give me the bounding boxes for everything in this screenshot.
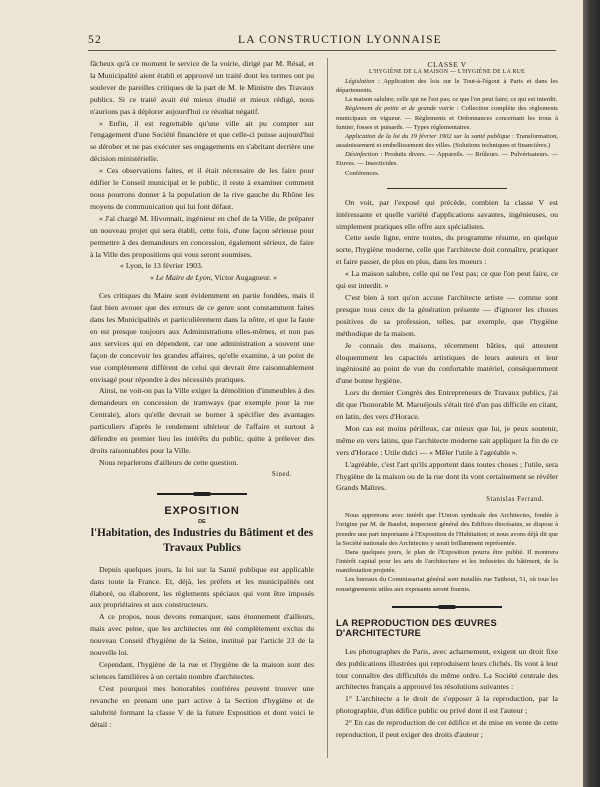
paragraph: Ces critiques du Maire sont évidemment en partie fondées, mais il faut bien avouer que des erreurs de ce genre sont constamment faites dans les Municipalités et particulièrement dans la nôtre, et que la faute en est presque toujours aux Administrations elles-mêmes, et non pas aux services qui en dépendent, car une administration a souvent une façon de concevoir les grandes affaires, qu'elle examine, à un point de vue complètement différent de celui qui devrait être raisonnablement envisagé pour répondre à des nécessités pratiques.: [90, 291, 314, 384]
repro-title: LA REPRODUCTION DES ŒUVRES D'ARCHITECTURE: [336, 617, 497, 638]
section-rule: [387, 188, 507, 189]
paragraph: « Ces observations faites, et il était nécessaire de les faire pour édifier le Conseil municipal et le public, il reste à examiner comment nous pourrons donner à la population de la rive gauche du Rhône les moyens de communication qui lui font défaut.: [90, 166, 314, 211]
class-subtitle: L'HYGIÈNE DE LA MAISON — L'HYGIÈNE DE LA RUE: [368, 69, 525, 75]
class-title: CLASSE V: [427, 60, 467, 69]
paragraph: « Enfin, il est regrettable qu'une ville ait pu compter sur l'engagement d'une Société financière et que celle-ci puisse aujourd'hui se dérober et ne pas exécuter ses engagements en s'abritant derrière une décision ministérielle.: [90, 118, 314, 164]
section-divider: [157, 493, 247, 495]
letter-dateline: « Lyon, le 13 février 1903.: [120, 261, 203, 271]
left-column: [90, 58, 314, 730]
paragraph: Mon cas est moins périlleux, car mieux que lui, je peux soutenir, même en vers latins, que l'architecte moderne sait appliquer la fin de ce vers d'Horace : Utile dulci — « Mêler l'utile à l'agréable ».: [336, 423, 558, 457]
section-divider: [392, 606, 502, 608]
paragraph: Lors du dernier Congrès des Entrepreneurs de Travaux publics, j'ai dit que l'honorable M. Maruéjouls s'était tiré d'un pas difficile en citant, en latin, des vers d'Horace.: [336, 388, 558, 422]
paragraph: Nous reparlerons d'ailleurs de cette question.: [99, 457, 239, 467]
class-item: Législation : Application des lois sur le Tout-à-l'égout à Paris et dans les départements.: [336, 78, 558, 95]
book-edge: [583, 0, 600, 787]
news-paragraph: Dans quelques jours, le plan de l'Exposition pourra être publié. Il montrera l'intérêt capital pour les arts de l'architecture et les industries du bâtiment, de la manifestation projetée.: [336, 548, 558, 575]
paragraph: Cependant, l'hygiène de la rue et l'hygiène de la maison sont des sciences familières à un certain nombre d'architectes.: [90, 659, 314, 681]
paragraph: C'est pourquoi mes honorables confrères peuvent trouver une revanche en prenant une part active à la Section d'hygiène et de salubrité formant la classe V de la future Exposition et dont voici le détail :: [90, 683, 314, 729]
paragraph: A ce propos, nous devons remarquer, sans étonnement d'ailleurs, mais avec peine, que les architectes ont été complètement exclus du nouveau Conseil d'hygiène de la Seine, institué par l'article 23 de la nouvelle loi.: [90, 612, 314, 658]
paragraph: 2° En cas de reproduction de cet édifice et de mise en vente de cette reproduction, il peut exiger des droits d'auteur ;: [336, 718, 558, 740]
right-column: [336, 58, 558, 741]
journal-title: LA CONSTRUCTION LYONNAISE: [238, 34, 442, 46]
paragraph: C'est bien à tort qu'on accuse l'architecte artiste — comme sont presque tous ceux de la génération présente — d'ignorer les choses positives de sa profession, telles, par exemple, que l'hygiène méthodique de la maison.: [336, 292, 558, 338]
paragraph: Ainsi, ne voit-on pas la Ville exiger la démolition d'immeubles à des demandeurs en concession de tramways (par exemple pour la rue Centrale), alors qu'elle devrait se borner à spécifier des avantages particuliers d'après le rendement ultérieur de l'affaire et surtout à défendre en premier lieu les intérêts du public, quitte à prélever des droits raisonnables pour la Ville.: [90, 386, 314, 455]
paragraph: Les photographes de Paris, avec acharnement, exigent un droit fixe des publications illustrées qui reproduisent leurs clichés. Ils vont à leur tour connaître des difficultés du même ordre. La Société centrale des architectes français a approuvé les résolutions suivantes :: [336, 646, 558, 692]
paragraph: fâcheux qu'à ce moment le service de la voirie, dirigé par M. Résal, et la Municipalité aient établi et approuvé un traité dont les termes ont pu soulever de pareilles critiques de la part de M. le Ministre des Travaux publics. Si ce traité avait été mieux étudié et mieux rédigé, nous n'aurions pas à déplorer aujourd'hui ce résultat négatif.: [90, 59, 314, 116]
paragraph: Depuis quelques jours, la loi sur la Santé publique est applicable dans toute la France. Et, déjà, les préfets et les municipalités ont élaboré, ou élaborent, les règlements spéciaux qui vont être imposés aux propriétaires et aux constructeurs.: [90, 564, 314, 610]
paragraph: « J'ai chargé M. Hivonnait, ingénieur en chef de la Ville, de préparer un nouveau projet qui sera établi, cette fois, d'une façon sérieuse pour permettre à des demandeurs en concession, également sérieux, de faire à la Ville des propositions qui vous seront soumises.: [90, 213, 314, 259]
expo-title: EXPOSITION: [164, 504, 240, 517]
letter-signature: « Le Maire de Lyon, Victor Augagneur. »: [150, 273, 277, 283]
news-paragraph: Nous apprenons avec intérêt que l'Union syndicale des Architectes, fondée à l'origine par M. de Baudot, inspecteur général des Edifices diocésains, se dispose à prendre une part importante à l'Exposition de l'Habitation; et nous avons déjà dit que la Société nationale des Architectes y serait brillamment représentée.: [336, 512, 558, 547]
paragraph: « La maison salubre, celle qui ne l'est pas; ce que l'on peut faire, ce qui est interdit. »: [336, 269, 558, 291]
header-rule: [88, 50, 556, 51]
paragraph: Cette seule ligne, entre toutes, du programme résume, en quelque sorte, l'hygiène moderne, celle que l'architecte doit connaître, pratiquer et faire passer, de plus en plus, dans les moeurs :: [336, 233, 558, 267]
class-item: Application de la loi du 19 février 1902 sur la santé publique : Transformation, assainissement et embellissement des villes. (Solutions techniques et financières.): [336, 132, 558, 150]
paragraph: 1° L'architecte a le droit de s'opposer à la reproduction, par la photographie, d'un édifice public ou privé dont il est l'auteur ;: [336, 694, 558, 716]
author-signature: Stanislas Ferrand.: [486, 496, 544, 504]
column-divider: [327, 58, 328, 758]
paragraph: On voit, par l'exposé qui précède, combien la classe V est intéressante et quelle variété d'applications savantes, ingénieuses, ou simplement pratiques elle offre aux spécialistes.: [336, 197, 558, 231]
article-signature: Sined.: [271, 470, 292, 478]
expo-subtitle: l'Habitation, des Industries du Bâtiment et des Travaux Publics: [90, 526, 314, 554]
class-item: Règlement de petite et de grande voirie : Collection complète des règlements municipaux en vigueur. — Règlements et Ordonnances concernant les trous à fumier, fosses et puisards. — Types réglementaires.: [336, 105, 558, 131]
news-paragraph: Les bureaux du Commissariat général sont installés rue Taitbout, 51, où tous les renseignements utiles aux exposants seront fournis.: [336, 576, 558, 593]
expo-de: DE: [198, 518, 206, 525]
class-item: Désinfection : Produits divers. — Appareils. — Brûleurs. — Pulvérisateurs. — Etuves. — Insecticides.: [336, 151, 558, 168]
class-item: Conférences.: [345, 169, 380, 177]
page-number: 52: [88, 34, 102, 46]
paragraph: L'agréable, c'est l'art qu'ils apportent dans toutes choses ; l'utile, sera l'hygiène de la maison ou de la rue dont ils vont certainement se révéler Grands Maîtres.: [336, 459, 558, 493]
paragraph: Je connais des maisons, récemment bâties, qui attestent éloquemment les capacités artistiques de leurs auteurs et leur ingéniosité au point de vue du confortable matériel, conséquemment d'une bonne hygiène.: [336, 340, 558, 386]
class-item: La maison salubre; celle qui ne l'est pas; ce que l'on peut faire; ce qui est interdit.: [345, 96, 558, 104]
